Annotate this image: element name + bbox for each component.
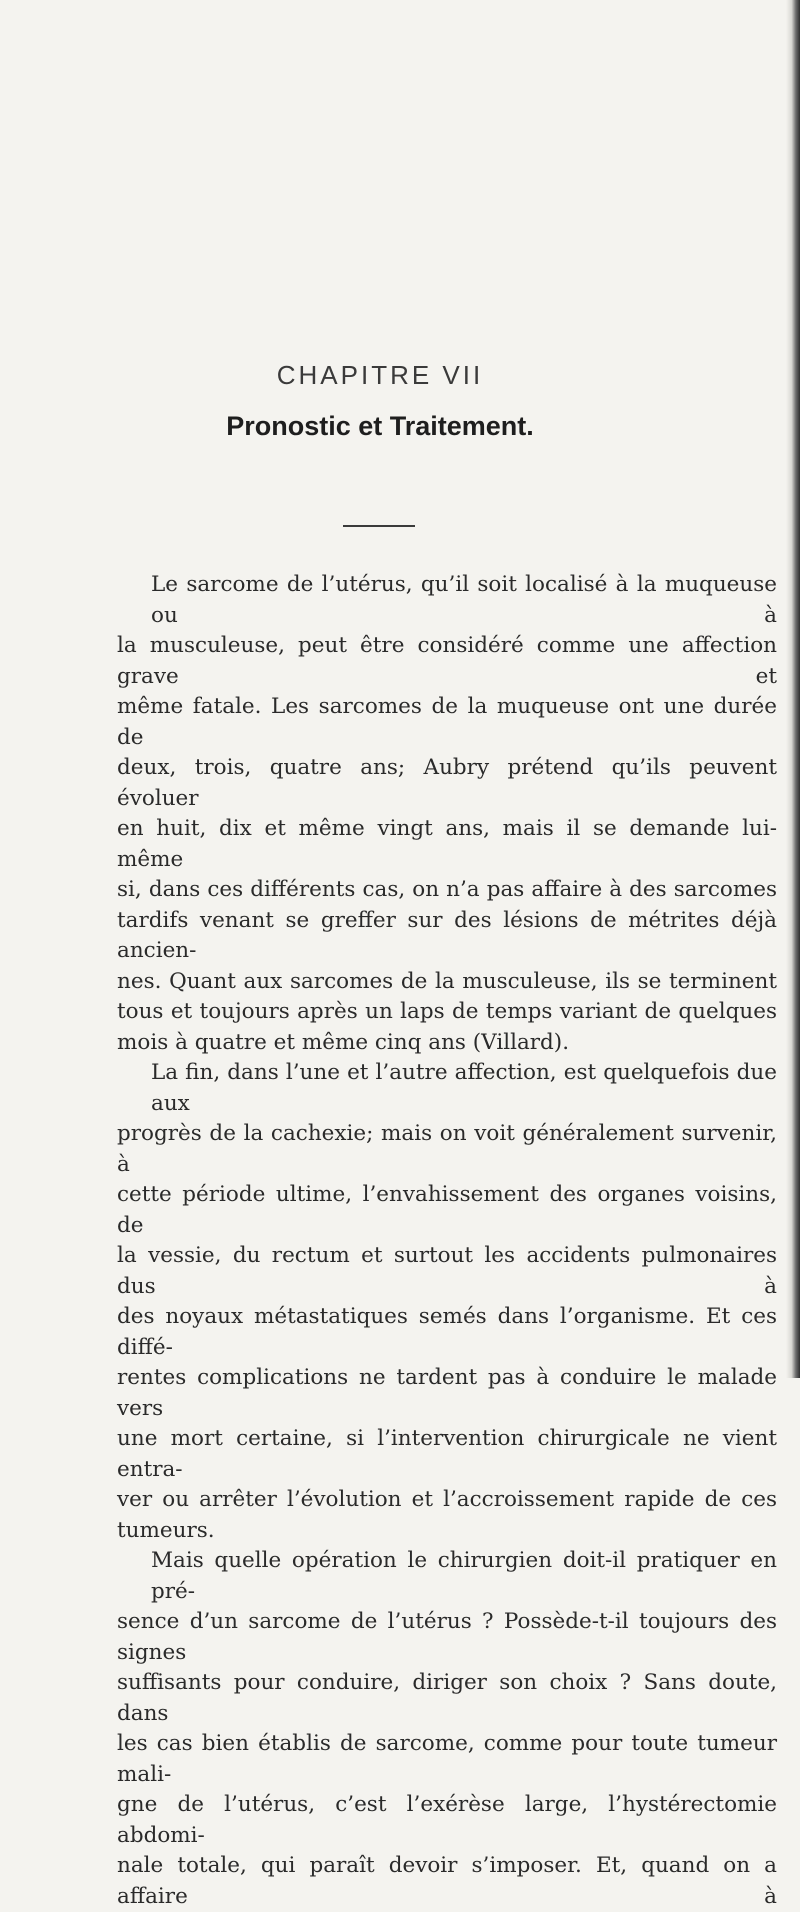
body-text <box>117 570 777 1912</box>
text-line: gne de l’utérus, c’est l’exérèse large, l’hystérectomie abdomi- <box>117 1792 777 1848</box>
text-line: progrès de la cachexie; mais on voit généralement survenir, à <box>117 1121 777 1177</box>
title-divider <box>343 525 415 527</box>
text-line: même fatale. Les sarcomes de la muqueuse ont une durée de <box>117 694 777 750</box>
text-line: nes. Quant aux sarcomes de la musculeuse, ils se terminent <box>117 968 777 994</box>
text-line: Mais quelle opération le chirurgien doit-il pratiquer en pré- <box>151 1548 777 1604</box>
text-line: cette période ultime, l’envahissement des organes voisins, de <box>117 1182 777 1238</box>
text-line: des noyaux métastatiques semés dans l’organisme. Et ces diffé- <box>117 1304 777 1360</box>
text-line: rentes complications ne tardent pas à conduire le malade vers <box>117 1365 777 1421</box>
page-edge-shadow <box>786 0 800 1378</box>
text-line: Le sarcome de l’utérus, qu’il soit localisé à la muqueuse ou à <box>151 572 777 628</box>
text-line: La fin, dans l’une et l’autre affection, est quelquefois due aux <box>151 1060 777 1116</box>
text-line: si, dans ces différents cas, on n’a pas affaire à des sarcomes <box>117 877 777 902</box>
text-line: tous et toujours après un laps de temps variant de quelques <box>117 999 777 1024</box>
text-line: tardifs venant se greffer sur des lésions de métrites déjà ancien- <box>117 907 777 963</box>
chapter-title: Pronostic et Traitement. <box>226 411 534 441</box>
text-line: les cas bien établis de sarcome, comme pour toute tumeur mali- <box>117 1731 777 1787</box>
text-line: mois à quatre et même cinq ans (Villard). <box>117 1029 570 1055</box>
text-line: la musculeuse, peut être considéré comme une affection grave et <box>117 633 777 689</box>
text-line: sence d’un sarcome de l’utérus ? Possède-t-il toujours des signes <box>117 1609 777 1665</box>
text-line: une mort certaine, si l’intervention chirurgicale ne vient entra- <box>117 1426 777 1482</box>
text-line: nale totale, qui paraît devoir s’imposer. Et, quand on a affaire à <box>117 1853 777 1909</box>
text-line: deux, trois, quatre ans; Aubry prétend qu’ils peuvent évoluer <box>117 755 777 811</box>
text-line: tumeurs. <box>117 1517 215 1543</box>
text-line: en huit, dix et même vingt ans, mais il se demande lui-même <box>117 816 777 872</box>
chapter-number: CHAPITRE VII <box>276 360 484 390</box>
text-line: la vessie, du rectum et surtout les accidents pulmonaires dus à <box>117 1243 777 1299</box>
text-line: suffisants pour conduire, diriger son choix ? Sans doute, dans <box>117 1670 777 1726</box>
text-line: ver ou arrêter l’évolution et l’accroissement rapide de ces <box>117 1487 777 1512</box>
